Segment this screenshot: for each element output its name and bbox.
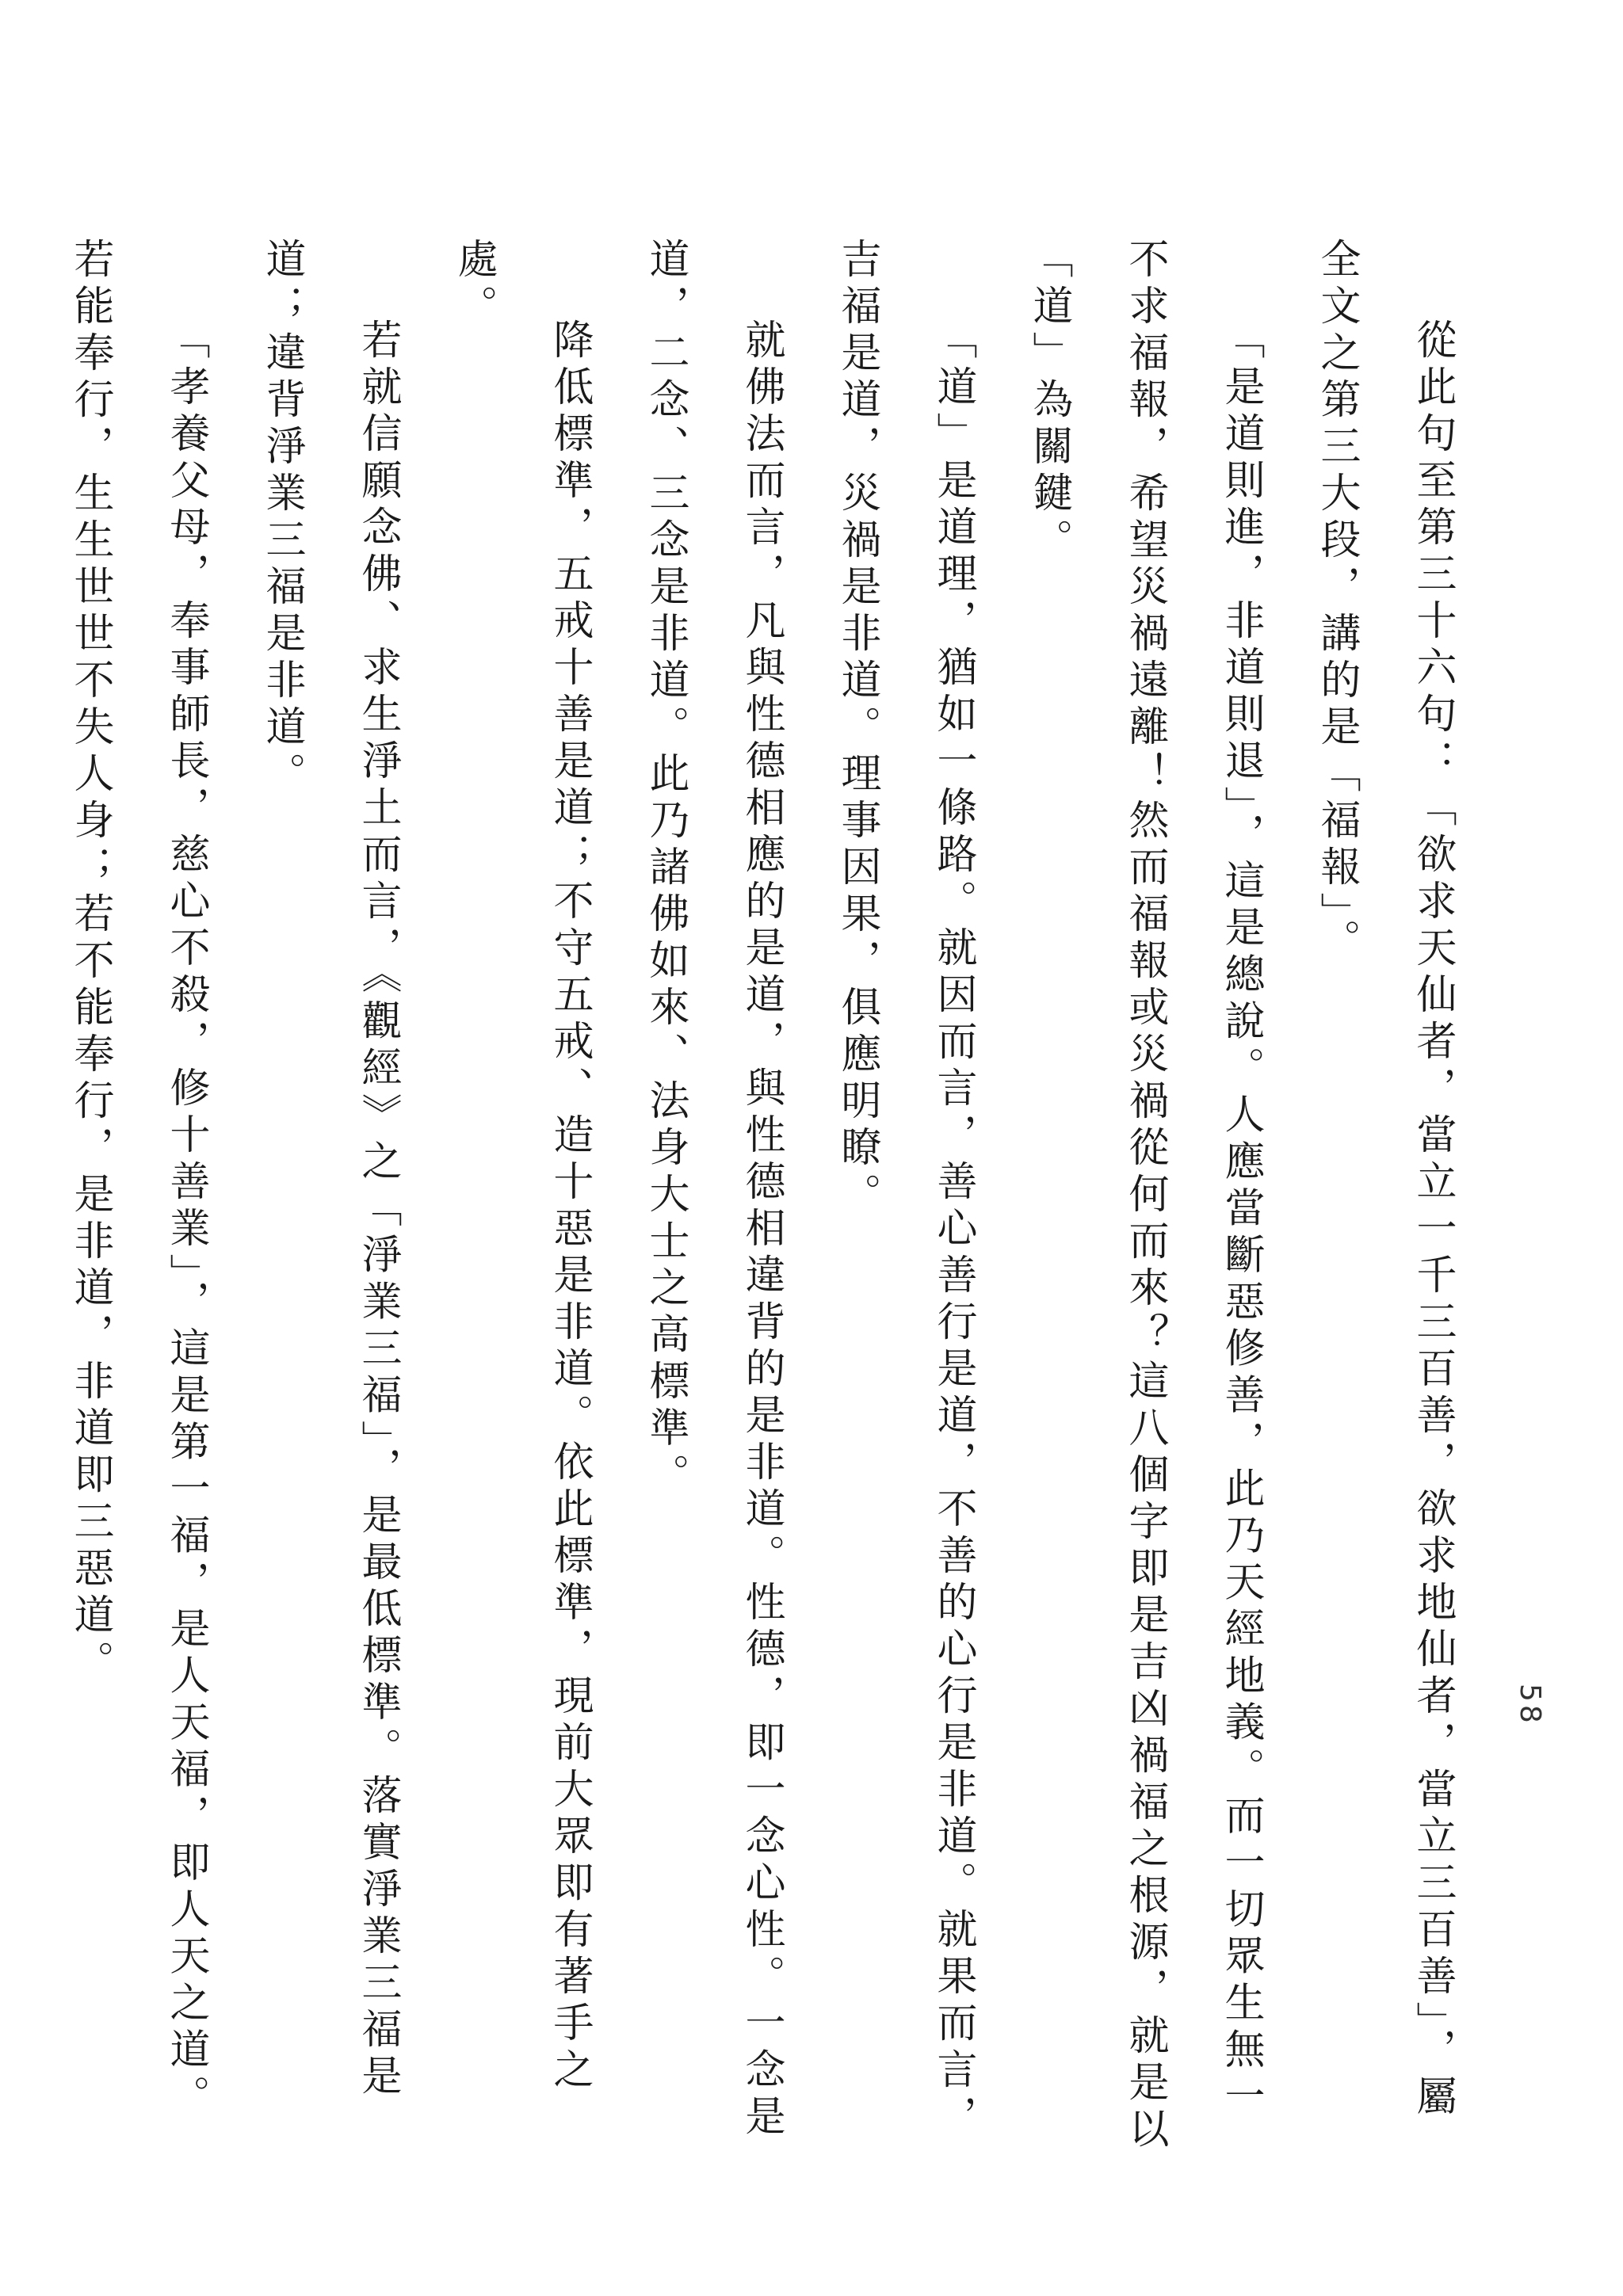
paragraph: 從此句至第三十六句：「欲求天仙者，當立一千三百善，欲求地仙者，當立三百善」，屬全文之第三大段，講的是「福報」。 bbox=[1313, 238, 1456, 2122]
paragraph: 降低標準，五戒十善是道；不守五戒、造十惡是非道。依此標準，現前大眾即有著手之處。 bbox=[450, 238, 593, 2095]
paragraph: 「是道則進，非道則退」，這是總說。人應當斷惡修善，此乃天經地義。而一切眾生無一不求福報，希望災禍遠離！然而福報或災禍從何而來？這八個字即是吉凶禍福之根源，就是以「道」為關鍵。 bbox=[1025, 238, 1264, 2154]
paragraph: 「孝養父母，奉事師長，慈心不殺，修十善業」，這是第一福，是人天福，即人天之道。若能奉行，生生世世不失人身；若不能奉行，是非道，非道即三惡道。 bbox=[67, 238, 209, 2122]
page-number: 58 bbox=[1514, 1684, 1546, 1726]
paragraph: 若就信願念佛、求生淨土而言，《觀經》之「淨業三福」，是最低標準。落實淨業三福是道；違背淨業三福是非道。 bbox=[258, 238, 401, 2101]
paragraph: 「道」是道理，猶如一條路。就因而言，善心善行是道，不善的心行是非道。就果而言，吉福是道，災禍是非道。理事因果，俱應明瞭。 bbox=[834, 238, 976, 2142]
paragraph: 就佛法而言，凡與性德相應的是道，與性德相違背的是非道。性德，即一念心性。一念是道，二念、三念是非道。此乃諸佛如來、法身大士之高標準。 bbox=[642, 238, 785, 2142]
body-text bbox=[42, 238, 1480, 2155]
